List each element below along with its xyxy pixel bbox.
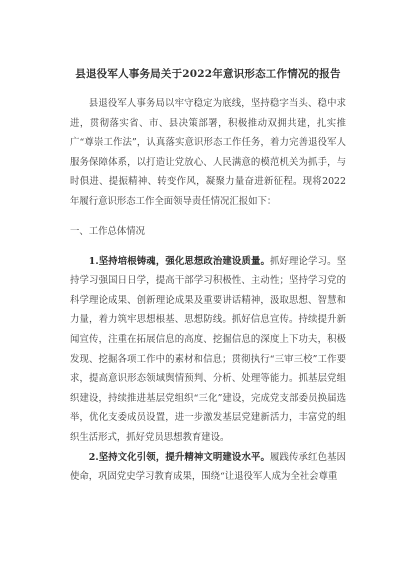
section-heading: 一、工作总体情况 xyxy=(70,225,146,237)
intro-paragraph: 县退役军人事务局以牢守稳定为底线，坚持稳字当头、稳中求进，贯彻落实省、市、县决策部署，积极推动双拥共建，扎实推广“尊崇工作法”，认真落实意识形态工作任务，着力完善退役军人服务保障体系，以打造让党放心、人民满意的模范机关为抓手，与时俱进、提振精神、转变作风，凝聚力量奋进新征程。现将2022年履行意识形态工作全面领导责任情况汇报如下： xyxy=(70,98,346,207)
item-2-paragraph xyxy=(70,448,346,487)
item-1-lead: 1.坚持培根铸魂，强化思想政治建设质量。 xyxy=(88,255,270,267)
item-1-paragraph xyxy=(70,252,346,448)
item-2-body: 履践传承红色基因使命，巩固党史学习教育成果，围绕“让退役军人成为全社会尊重 xyxy=(70,451,346,483)
item-1-body: 抓好理论学习。坚持学习强国日日学，提高干部学习积极性、主动性；坚持学习党的科学理论成果、创新理论成果及重要讲话精神，汲取思想、智慧和力量，着力筑牢思想根基、思想防线。抓好信息宣传。持续提升新闻宣传，注重在拓展信息的高度、挖掘信息的深度上下功夫，积极发现、挖掘各项工作中的素材和信息；贯彻执行“三审三校”工作要求，提高意识形态领域舆情预判、分析、处理等能力。抓基层党组织建设，持续推进基层党组织“三化”建设，完成党支部委员换届选举，优化支委成员设置，进一步激发基层党建新活力，丰富党的组织生活形式，抓好党员思想教育建设。 xyxy=(70,255,346,443)
item-2-lead: 2.坚持文化引领，提升精神文明建设水平。 xyxy=(88,451,270,463)
document-title: 县退役军人事务局关于2022年意识形态工作情况的报告 xyxy=(75,68,341,80)
